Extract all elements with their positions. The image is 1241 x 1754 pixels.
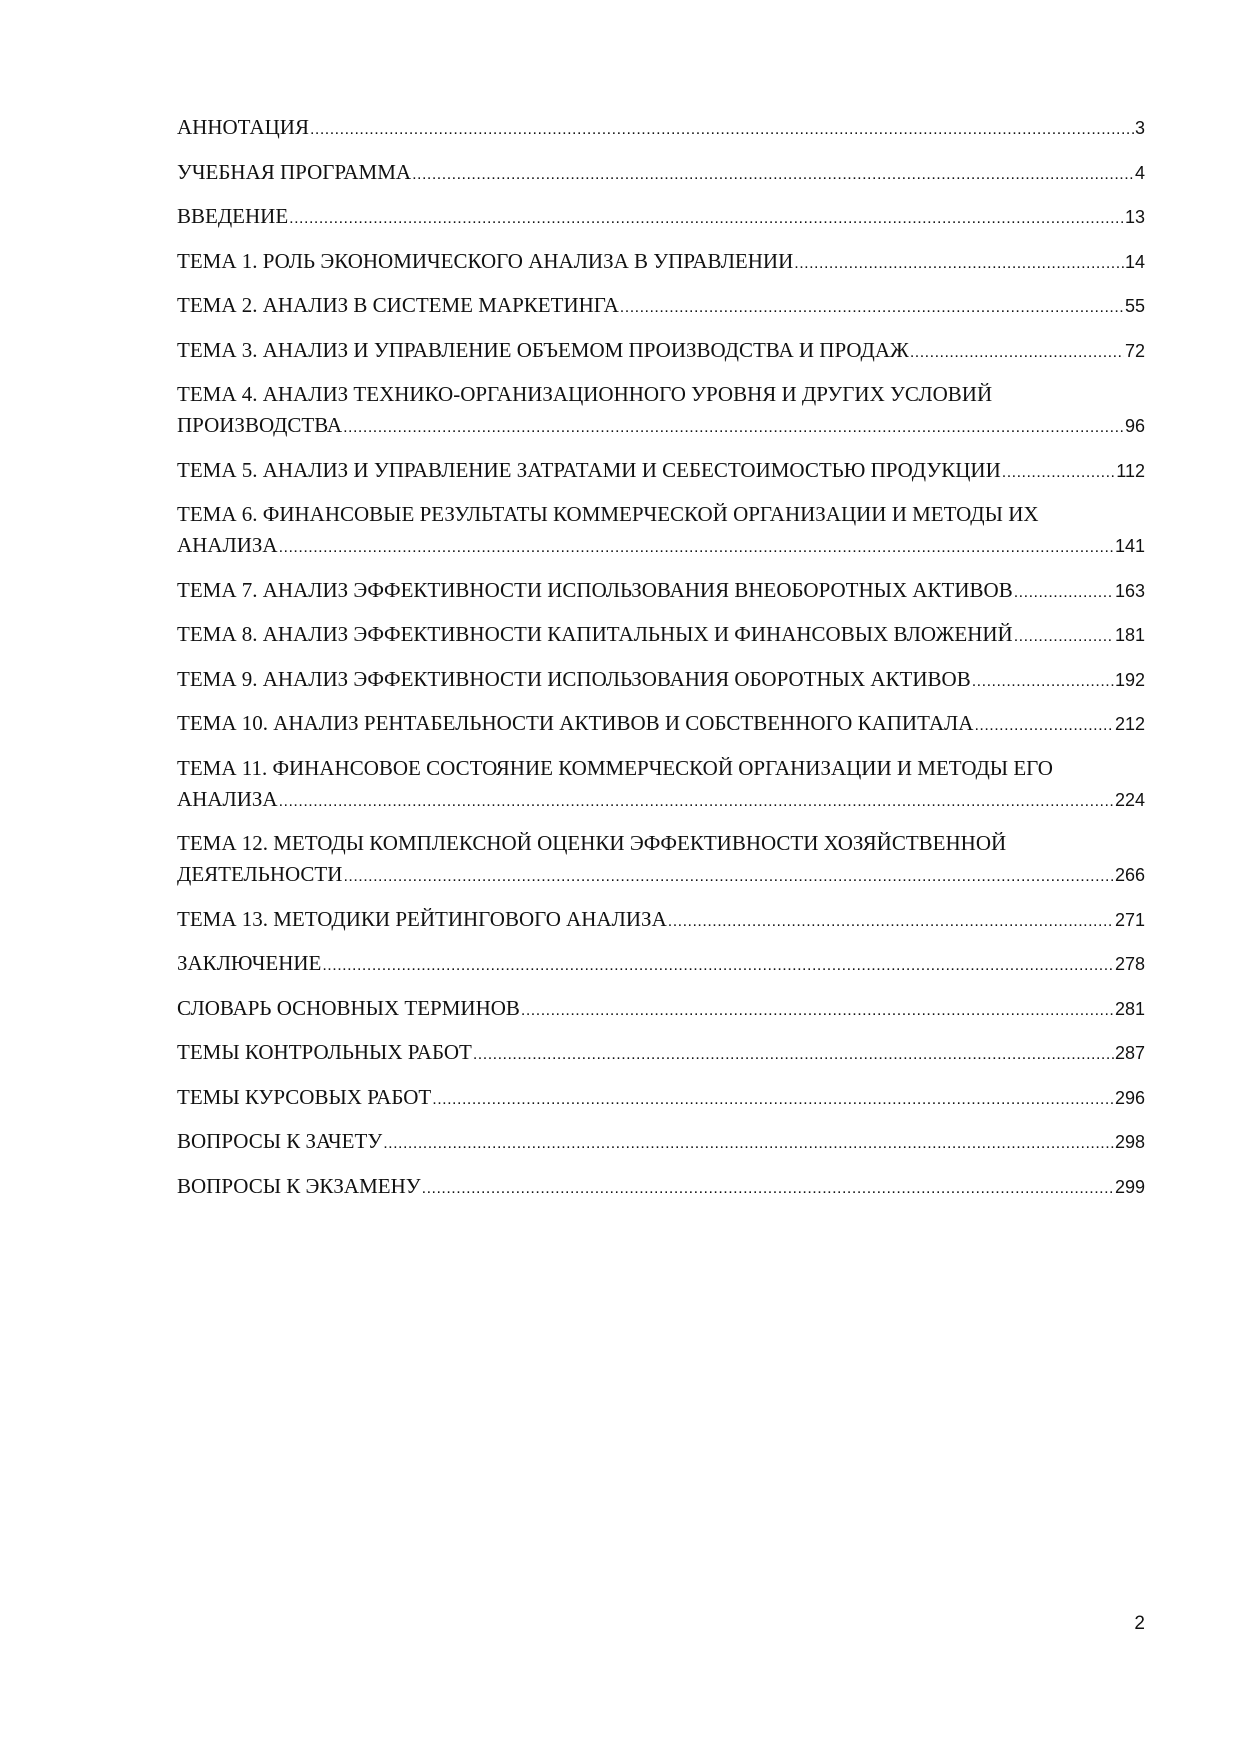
toc-entry-topic-12[interactable]	[177, 828, 1145, 892]
toc-entry-exam-questions[interactable]	[177, 1171, 1145, 1204]
toc-title: СЛОВАРЬ ОСНОВНЫХ ТЕРМИНОВ	[177, 995, 520, 1020]
dot-leader	[620, 292, 1124, 323]
toc-title-line2: АНАЛИЗА	[177, 786, 278, 811]
dot-leader	[974, 710, 1114, 741]
dot-leader	[1014, 621, 1114, 652]
toc-title-line2: ДЕЯТЕЛЬНОСТИ	[177, 862, 343, 886]
toc-page-number: 96	[1124, 416, 1145, 436]
dot-leader	[1014, 577, 1114, 608]
toc-entry-annotation[interactable]	[177, 112, 1145, 145]
toc-page-number: 112	[1116, 460, 1145, 481]
toc-page-number: 181	[1114, 625, 1145, 645]
toc-title: ТЕМА 10. АНАЛИЗ РЕНТАБЕЛЬНОСТИ АКТИВОВ И СОБСТВЕННОГО КАПИТАЛА	[177, 711, 974, 735]
toc-page-number: 212	[1114, 714, 1145, 734]
toc-page-number: 281	[1114, 998, 1145, 1019]
toc-page-number: 55	[1124, 296, 1145, 316]
toc-entry-topic-2[interactable]	[177, 290, 1145, 323]
dot-leader	[521, 995, 1114, 1026]
dot-leader	[279, 786, 1114, 817]
toc-title: АННОТАЦИЯ	[177, 115, 309, 139]
toc-entry-topic-7[interactable]	[177, 575, 1145, 608]
dot-leader	[412, 159, 1134, 190]
toc-entry-topic-13[interactable]	[177, 904, 1145, 937]
dot-leader	[322, 950, 1114, 981]
toc-title: ЗАКЛЮЧЕНИЕ	[177, 951, 322, 975]
toc-title: ВОПРОСЫ К ЗАЧЕТУ	[177, 1129, 383, 1153]
dot-leader	[1002, 457, 1116, 488]
toc-entry-conclusion[interactable]	[177, 948, 1145, 981]
toc-title: ТЕМА 9. АНАЛИЗ ЭФФЕКТИВНОСТИ ИСПОЛЬЗОВАНИЯ ОБОРОТНЫХ АКТИВОВ	[177, 666, 971, 691]
toc-page-number: 192	[1114, 669, 1145, 690]
toc-entry-control-works[interactable]	[177, 1037, 1145, 1070]
toc-page-number: 266	[1114, 865, 1145, 885]
dot-leader	[910, 337, 1124, 368]
toc-page-number: 298	[1114, 1132, 1145, 1152]
dot-leader	[343, 861, 1114, 892]
dot-leader	[972, 666, 1114, 697]
toc-entry-topic-6[interactable]	[177, 499, 1145, 563]
toc-title: ТЕМА 1. РОЛЬ ЭКОНОМИЧЕСКОГО АНАЛИЗА В УПРАВЛЕНИИ	[177, 248, 794, 273]
toc-entry-curriculum[interactable]	[177, 157, 1145, 190]
toc-title: ТЕМЫ КОНТРОЛЬНЫХ РАБОТ	[177, 1040, 472, 1064]
toc-entry-course-works[interactable]	[177, 1082, 1145, 1115]
toc-title-line1: ТЕМА 12. МЕТОДЫ КОМПЛЕКСНОЙ ОЦЕНКИ ЭФФЕКТИВНОСТИ ХОЗЯЙСТВЕННОЙ	[177, 831, 1007, 855]
toc-page-number: 287	[1114, 1043, 1145, 1063]
toc-page-number: 271	[1114, 909, 1145, 930]
dot-leader	[289, 203, 1124, 234]
dot-leader	[473, 1039, 1114, 1070]
table-of-contents	[177, 112, 1145, 1215]
page-number: 2	[1134, 1613, 1145, 1634]
toc-page-number: 3	[1134, 118, 1145, 138]
toc-title: ТЕМА 2. АНАЛИЗ В СИСТЕМЕ МАРКЕТИНГА	[177, 293, 619, 317]
dot-leader	[383, 1128, 1114, 1159]
toc-entry-introduction[interactable]	[177, 201, 1145, 234]
toc-title-line2: АНАЛИЗА	[177, 533, 278, 557]
toc-entry-topic-3[interactable]	[177, 335, 1145, 368]
toc-title: ТЕМА 8. АНАЛИЗ ЭФФЕКТИВНОСТИ КАПИТАЛЬНЫХ И ФИНАНСОВЫХ ВЛОЖЕНИЙ	[177, 622, 1013, 646]
toc-title-line1: ТЕМА 4. АНАЛИЗ ТЕХНИКО-ОРГАНИЗАЦИОННОГО УРОВНЯ И ДРУГИХ УСЛОВИЙ	[177, 382, 993, 406]
toc-page-number: 299	[1114, 1176, 1145, 1197]
toc-title: УЧЕБНАЯ ПРОГРАММА	[177, 159, 412, 184]
toc-title-line2: ПРОИЗВОДСТВА	[177, 413, 343, 437]
toc-title: ТЕМЫ КУРСОВЫХ РАБОТ	[177, 1084, 432, 1109]
dot-leader	[794, 248, 1124, 279]
toc-title: ТЕМА 13. МЕТОДИКИ РЕЙТИНГОВОГО АНАЛИЗА	[177, 906, 667, 931]
toc-title-line1: ТЕМА 6. ФИНАНСОВЫЕ РЕЗУЛЬТАТЫ КОММЕРЧЕСКОЙ ОРГАНИЗАЦИИ И МЕТОДЫ ИХ	[177, 502, 1039, 526]
dot-leader	[422, 1173, 1114, 1204]
toc-title: ТЕМА 7. АНАЛИЗ ЭФФЕКТИВНОСТИ ИСПОЛЬЗОВАНИЯ ВНЕОБОРОТНЫХ АКТИВОВ	[177, 577, 1013, 602]
toc-title-line1: ТЕМА 11. ФИНАНСОВОЕ СОСТОЯНИЕ КОММЕРЧЕСКОЙ ОРГАНИЗАЦИИ И МЕТОДЫ ЕГО	[177, 755, 1053, 780]
toc-title: ВВЕДЕНИЕ	[177, 204, 289, 228]
toc-page-number: 278	[1114, 954, 1145, 974]
dot-leader	[432, 1084, 1114, 1115]
toc-entry-topic-11[interactable]	[177, 753, 1145, 817]
toc-entry-topic-9[interactable]	[177, 664, 1145, 697]
toc-title: ВОПРОСЫ К ЭКЗАМЕНУ	[177, 1173, 421, 1198]
toc-page-number: 296	[1114, 1087, 1145, 1108]
toc-page-number: 4	[1134, 162, 1145, 183]
toc-entry-glossary[interactable]	[177, 993, 1145, 1026]
toc-page-number: 13	[1124, 207, 1145, 227]
toc-title: ТЕМА 3. АНАЛИЗ И УПРАВЛЕНИЕ ОБЪЕМОМ ПРОИЗВОДСТВА И ПРОДАЖ	[177, 337, 909, 362]
toc-entry-credit-questions[interactable]	[177, 1126, 1145, 1159]
dot-leader	[310, 114, 1134, 145]
toc-page-number: 224	[1114, 789, 1145, 810]
toc-page-number: 72	[1124, 340, 1145, 361]
toc-entry-topic-4[interactable]	[177, 379, 1145, 443]
toc-page-number: 163	[1114, 580, 1145, 601]
toc-entry-topic-8[interactable]	[177, 619, 1145, 652]
dot-leader	[668, 906, 1114, 937]
toc-entry-topic-5[interactable]	[177, 455, 1145, 488]
toc-title: ТЕМА 5. АНАЛИЗ И УПРАВЛЕНИЕ ЗАТРАТАМИ И СЕБЕСТОИМОСТЬЮ ПРОДУКЦИИ	[177, 457, 1001, 482]
dot-leader	[279, 532, 1114, 563]
toc-entry-topic-1[interactable]	[177, 246, 1145, 279]
toc-page-number: 141	[1114, 536, 1145, 556]
dot-leader	[343, 412, 1124, 443]
toc-page-number: 14	[1124, 251, 1145, 272]
toc-entry-topic-10[interactable]	[177, 708, 1145, 741]
